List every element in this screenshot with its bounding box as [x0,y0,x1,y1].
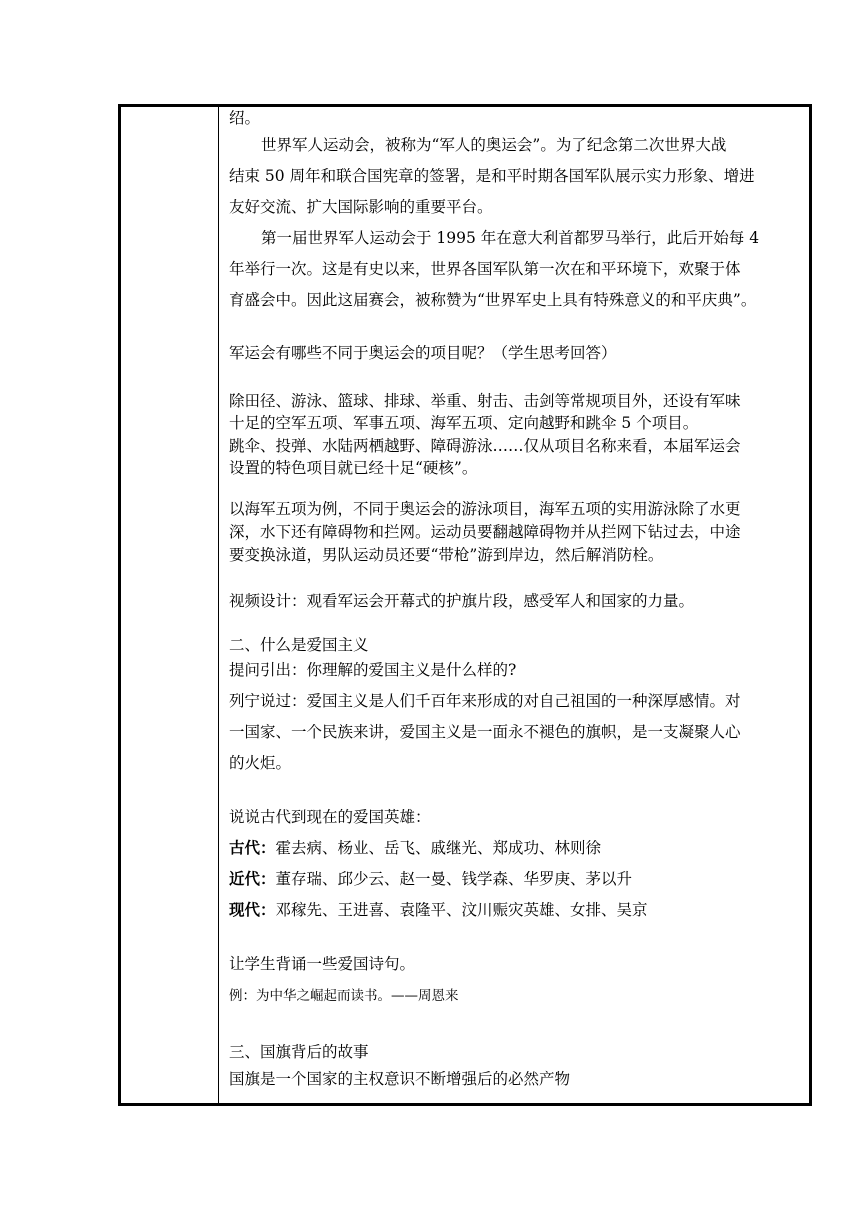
paragraph-line: 要变换泳道，男队运动员还要“带枪”游到岸边，然后解消防栓。 [229,546,664,564]
paragraph-line: 育盛会中。因此这届赛会，被称赞为“世界军史上具有特殊意义的和平庆典”。 [229,291,757,309]
paragraph-line: 国旗是一个国家的主权意识不断增强后的必然产物 [229,1070,571,1088]
paragraph-line: 让学生背诵一些爱国诗句。 [229,955,416,973]
content-cell [229,107,807,1103]
section-heading: 三、国旗背后的故事 [229,1043,369,1061]
hero-era-label: 古代： [229,839,276,857]
paragraph-line: 设置的特色项目就已经十足“硬核”。 [229,459,478,477]
paragraph-line: 列宁说过：爱国主义是人们千百年来形成的对自己祖国的一种深厚感情。对 [229,692,741,710]
left-column-cell [121,107,219,1103]
video-design-line: 视频设计：观看军运会开幕式的护旗片段，感受军人和国家的力量。 [229,592,695,610]
hero-era-label: 现代： [229,901,276,919]
heroes-intro: 说说古代到现在的爱国英雄： [229,808,431,826]
lesson-table [118,104,812,1106]
paragraph-line: 深，水下还有障碍物和拦网。运动员要翻越障碍物并从拦网下钻过去，中途 [229,523,741,541]
paragraph-line: 世界军人运动会，被称为“军人的奥运会”。为了纪念第二次世界大战 [261,136,727,154]
hero-names: 邓稼先、王进喜、袁隆平、汶川赈灾英雄、女排、吴京 [275,901,648,919]
paragraph-line: 提问引出：你理解的爱国主义是什么样的? [229,661,517,679]
hero-row [229,903,648,919]
paragraph-line: 跳伞、投弹、水陆两栖越野、障碍游泳……仅从项目名称来看，本届军运会 [229,437,741,455]
section-heading: 二、什么是爱国主义 [229,636,369,654]
hero-row [229,872,632,888]
paragraph-line: 友好交流、扩大国际影响的重要平台。 [229,198,493,216]
paragraph-line: 年举行一次。这是有史以来，世界各国军队第一次在和平环境下，欢聚于体 [229,260,741,278]
hero-names: 霍去病、杨业、岳飞、戚继光、郑成功、林则徐 [275,839,602,857]
hero-row [229,841,601,857]
paragraph-line: 一国家、一个民族来讲，爱国主义是一面永不褪色的旗帜，是一支凝聚人心 [229,723,741,741]
paragraph-line: 第一届世界军人运动会于 1995 年在意大利首都罗马举行，此后开始每 4 [261,229,760,247]
hero-era-label: 近代： [229,870,276,888]
paragraph-line: 以海军五项为例，不同于奥运会的游泳项目，海军五项的实用游泳除了水更 [229,500,741,518]
hero-names: 董存瑞、邱少云、赵一曼、钱学森、华罗庚、茅以升 [275,870,633,888]
paragraph-line: 十足的空军五项、军事五项、海军五项、定向越野和跳伞 5 个项目。 [229,414,699,432]
paragraph-line: 结束 50 周年和联合国宪章的签署，是和平时期各国军队展示实力形象、增进 [229,167,755,185]
example-line: 例：为中华之崛起而读书。——周恩来 [229,988,459,1004]
paragraph-line: 除田径、游泳、篮球、排球、举重、射击、击剑等常规项目外，还设有军味 [229,392,741,410]
text-line: 绍。 [229,109,261,127]
question-line: 军运会有哪些不同于奥运会的项目呢？（学生思考回答） [229,344,617,362]
paragraph-line: 的火炬。 [229,754,292,772]
